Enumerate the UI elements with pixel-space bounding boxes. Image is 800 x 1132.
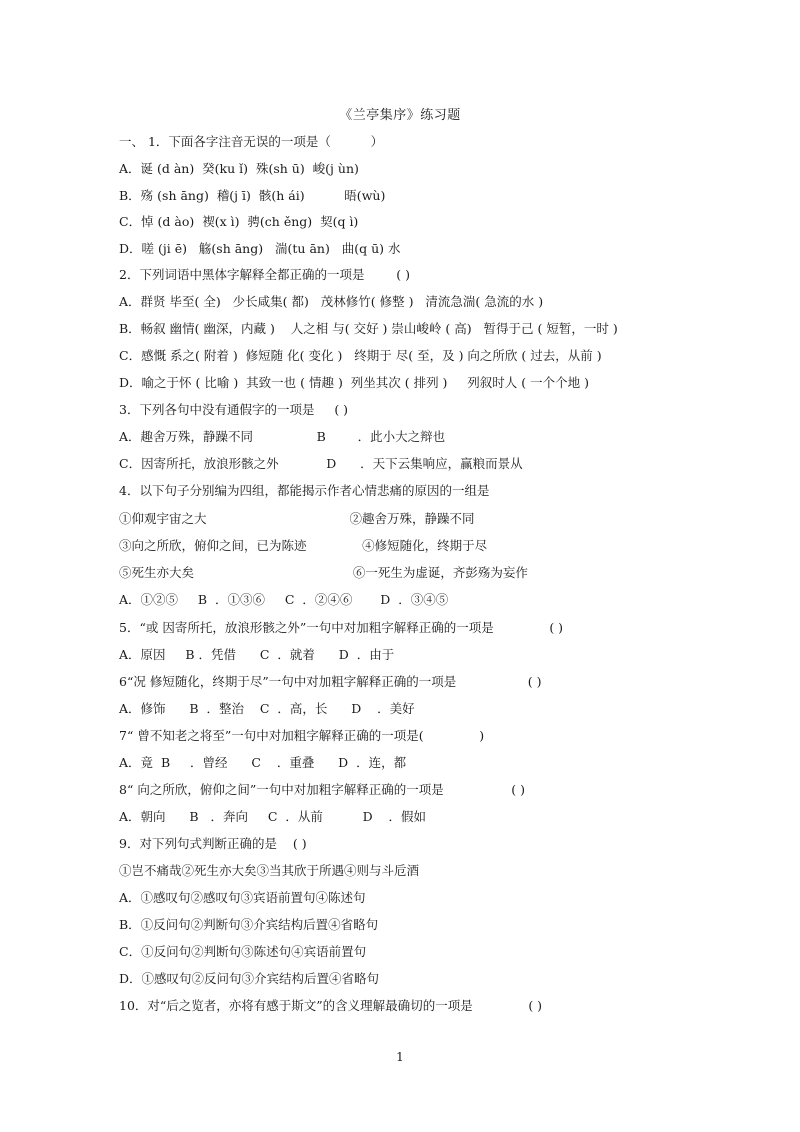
text-line: ⑤死生亦大矣 ⑥一死生为虚诞，齐彭殇为妄作 [119, 565, 528, 580]
text-line: D．喻之于怀 ( 比喻 ) 其致一也 ( 情趣 ) 列坐其次 ( 排列 ) 列叙时人 ( 一个个地 ) [119, 375, 589, 390]
text-line: A．群贤 毕至( 全) 少长咸集( 都) 茂林修竹( 修整 ) 清流急湍( 急流的水 ) [119, 294, 544, 309]
text-line: C．悼 (d ào) 褉(x ì) 骋(ch ěng) 契(q ì) [119, 214, 359, 229]
text-line: 8“ 向之所欣，俯仰之间”一句中对加粗字解释正确的一项是 ( ) [119, 782, 525, 797]
text-line: D．①感叹句②反问句③介宾结构后置④省略句 [119, 971, 380, 986]
text-line: A．朝向 B ．奔向 C ．从前 D ．假如 [119, 809, 427, 824]
text-line: D．嗟 (ji ē) 觞(sh āng) 湍(tu ān) 曲(q ū) 水 [119, 241, 401, 256]
page-number: 1 [396, 1050, 404, 1064]
text-line: B．①反问句②判断句③介宾结构后置④省略句 [119, 917, 379, 932]
text-line: A．①②⑤ B ．①③⑥ C ．②④⑥ D ．③④⑤ [119, 592, 449, 607]
text-line: 6“况 修短随化，终期于尽”一句中对加粗字解释正确的一项是 ( ) [119, 674, 542, 689]
text-line: ①仰观宇宙之大 ②趣舍万殊，静躁不同 [119, 511, 475, 526]
text-line: 9．对下列句式判断正确的是 ( ) [119, 836, 307, 851]
text-line: 4．以下句子分别编为四组，都能揭示作者心情悲痛的原因的一组是 [119, 483, 490, 498]
text-line: C．因寄所托，放浪形骸之外 D ．天下云集响应，赢粮而景从 [119, 456, 523, 471]
text-line: 10．对“后之览者，亦将有感于斯文”的含义理解最确切的一项是 ( ) [119, 998, 543, 1013]
text-line: 2．下列词语中黑体字解释全都正确的一项是 ( ) [119, 267, 410, 282]
text-line: A．诞 (d àn) 癸(ku ǐ) 殊(sh ū) 峻(j ùn) [119, 161, 359, 176]
document-title: 《兰亭集序》练习题 [339, 108, 461, 123]
text-line: B．畅叙 幽情( 幽深，内藏 ) 人之相 与( 交好 ) 崇山峻岭 ( 高) 暂得于己 ( 短暂，一时 ) [119, 321, 618, 336]
text-line: B．殇 (sh āng) 稽(j ī) 骸(h ái) 晤(wù) [119, 188, 386, 203]
text-line: 5．“或 因寄所托，放浪形骸之外”一句中对加粗字解释正确的一项是 ( ) [119, 620, 564, 635]
text-line: A．原因 B ．凭借 C ．就着 D ．由于 [119, 647, 395, 662]
text-line: A．修饰 B ．整治 C ．高，长 D ．美好 [119, 701, 415, 716]
text-line: 7“ 曾不知老之将至”一句中对加粗字解释正确的一项是( ) [119, 728, 485, 743]
text-line: A．竟 B ．曾经 C ．重叠 D ．连，都 [119, 755, 407, 770]
text-line: ①岂不痛哉②死生亦大矣③当其欣于所遇④则与斗卮酒 [119, 863, 420, 878]
text-line: A．①感叹句②感叹句③宾语前置句④陈述句 [119, 890, 366, 905]
text-line: 3．下列各句中没有通假字的一项是 ( ) [119, 402, 349, 417]
text-line: C．感慨 系之( 附着 ) 修短随 化( 变化 ) 终期于 尽( 至，及 ) 向之所欣 ( 过去，从前 ) [119, 348, 602, 363]
text-line: 一、 1．下面各字注音无误的一项是（ ） [119, 134, 384, 149]
text-line: C．①反问句②判断句③陈述句④宾语前置句 [119, 944, 367, 959]
text-line: ③向之所欣，俯仰之间，已为陈迹 ④修短随化，终期于尽 [119, 538, 488, 553]
text-line: A．趣舍万殊，静躁不同 B ．此小大之辩也 [119, 429, 446, 444]
